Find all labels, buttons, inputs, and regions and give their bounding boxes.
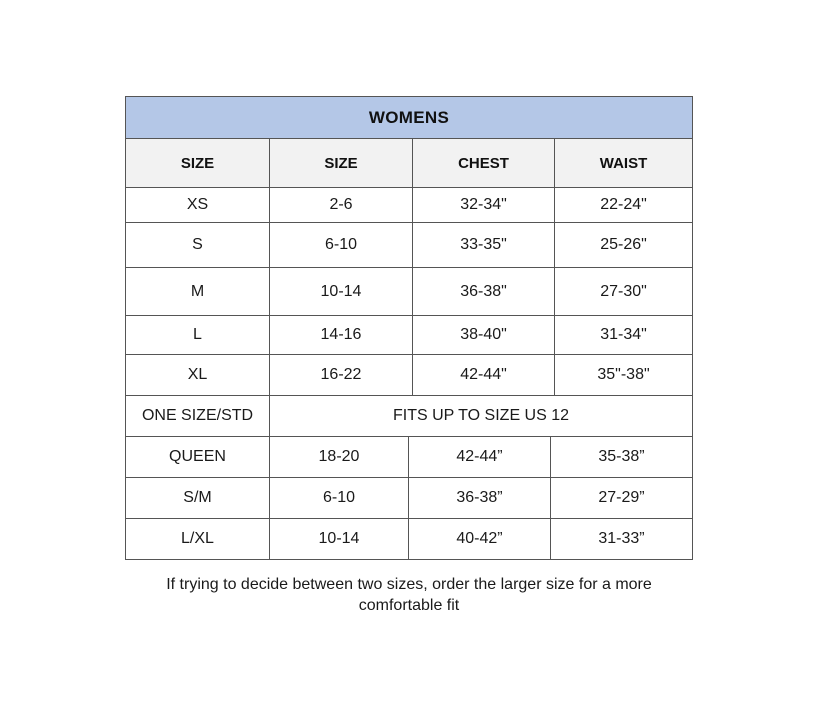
table-cell: 36-38"	[412, 268, 554, 315]
table-cell: 32-34"	[412, 188, 554, 222]
table-row	[126, 519, 692, 559]
table-cell: 35"-38"	[554, 355, 692, 395]
table-cell: 27-29”	[550, 478, 692, 518]
header-cell-waist: WAIST	[554, 139, 692, 187]
table-cell: 6-10	[269, 223, 412, 267]
table-row	[126, 355, 692, 396]
one-size-value: FITS UP TO SIZE US 12	[269, 396, 692, 436]
table-row	[126, 223, 692, 268]
table-row	[126, 437, 692, 478]
table-cell: 14-16	[269, 316, 412, 354]
sizing-note: If trying to decide between two sizes, order the larger size for a more comfortable fit	[166, 576, 652, 614]
header-cell-chest: CHEST	[412, 139, 554, 187]
table-cell: 31-33”	[550, 519, 692, 559]
table-cell: 25-26"	[554, 223, 692, 267]
table-cell: XS	[186, 196, 209, 213]
table-cell: 36-38”	[408, 478, 550, 518]
one-size-label: ONE SIZE/STD	[141, 407, 254, 424]
table-cell: 42-44”	[408, 437, 550, 477]
table-cell: 22-24"	[554, 188, 692, 222]
table-cell: 10-14	[269, 519, 408, 559]
table-cell: 42-44"	[412, 355, 554, 395]
table-row	[126, 188, 692, 223]
table-cell: 27-30"	[554, 268, 692, 315]
table-cell: XL	[187, 366, 208, 383]
table-cell: S	[192, 236, 203, 253]
table-cell: L	[193, 326, 202, 343]
table-cell: QUEEN	[169, 448, 226, 465]
table-cell: 10-14	[269, 268, 412, 315]
table-cell: 35-38”	[550, 437, 692, 477]
header-cell-size-letter: SIZE	[180, 154, 215, 172]
header-row	[126, 139, 692, 188]
table-title: WOMENS	[126, 97, 692, 139]
table-cell: L/XL	[181, 530, 214, 547]
table-cell: 33-35"	[412, 223, 554, 267]
table-cell: 40-42”	[408, 519, 550, 559]
one-size-row	[126, 396, 692, 437]
table-cell: S/M	[183, 489, 212, 506]
size-chart-table	[125, 96, 693, 560]
table-cell: 18-20	[269, 437, 408, 477]
table-cell: 31-34"	[554, 316, 692, 354]
table-cell: 2-6	[269, 188, 412, 222]
table-cell: 16-22	[269, 355, 412, 395]
table-cell: 6-10	[269, 478, 408, 518]
header-cell-size-number: SIZE	[269, 139, 412, 187]
table-cell: 38-40"	[412, 316, 554, 354]
table-cell: M	[190, 282, 205, 300]
table-row	[126, 268, 692, 316]
table-row	[126, 478, 692, 519]
table-row	[126, 316, 692, 355]
